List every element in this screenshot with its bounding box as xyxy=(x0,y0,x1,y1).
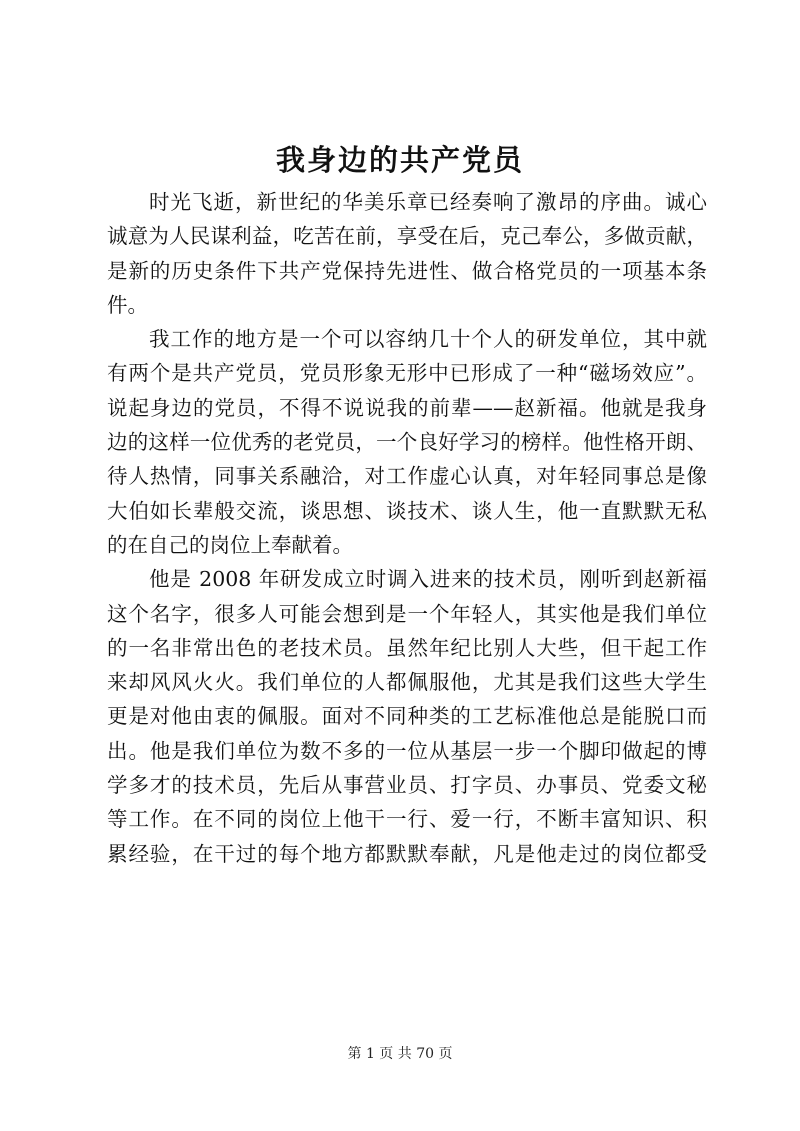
text-line: 累经验，在干过的每个地方都默默奉献，凡是他走过的岗位都受 xyxy=(107,841,707,866)
text-line: 说起身边的党员，不得不说说我的前辈——赵新福。他就是我身 xyxy=(107,395,707,420)
text-line: 学多才的技术员，先后从事营业员、打字员、办事员、党委文秘 xyxy=(107,773,707,798)
text-line: 边的这样一位优秀的老党员，一个良好学习的榜样。他性格开朗、 xyxy=(107,430,707,455)
text-line: 他是 2008 年研发成立时调入进来的技术员，刚听到赵新福 xyxy=(149,567,707,592)
page-number-footer: 第 1 页 共 70 页 xyxy=(347,1046,453,1062)
text-line: 出。他是我们单位为数不多的一位从基层一步一个脚印做起的博 xyxy=(107,738,707,763)
text-line: 待人热情，同事关系融洽，对工作虚心认真，对年轻同事总是像 xyxy=(107,464,707,489)
text-line: 时光飞逝，新世纪的华美乐章已经奏响了激昂的序曲。诚心 xyxy=(149,190,707,214)
document-title: 我身边的共产党员 xyxy=(275,143,524,177)
document-body xyxy=(107,185,707,871)
text-line: 是新的历史条件下共产党保持先进性、做合格党员的一项基本条 xyxy=(107,258,707,283)
text-line: 等工作。在不同的岗位上他干一行、爱一行，不断丰富知识、积 xyxy=(107,807,707,832)
text-line: 这个名字，很多人可能会想到是一个年轻人，其实他是我们单位 xyxy=(107,601,707,626)
text-line: 我工作的地方是一个可以容纳几十个人的研发单位，其中就 xyxy=(149,327,707,352)
text-line: 的一名非常出色的老技术员。虽然年纪比别人大些，但干起工作 xyxy=(107,635,707,660)
text-line: 有两个是共产党员，党员形象无形中已形成了一种“磁场效应”。 xyxy=(107,361,707,386)
text-line: 来却风风火火。我们单位的人都佩服他，尤其是我们这些大学生 xyxy=(107,670,707,695)
text-line: 诚意为人民谋利益，吃苦在前，享受在后，克己奉公，多做贡献， xyxy=(107,224,707,249)
text-line: 大伯如长辈般交流，谈思想、谈技术、谈人生，他一直默默无私 xyxy=(107,498,707,523)
text-line: 更是对他由衷的佩服。面对不同种类的工艺标准他总是能脱口而 xyxy=(107,704,707,729)
text-line: 件。 xyxy=(107,292,148,317)
text-line: 的在自己的岗位上奉献着。 xyxy=(107,532,353,557)
